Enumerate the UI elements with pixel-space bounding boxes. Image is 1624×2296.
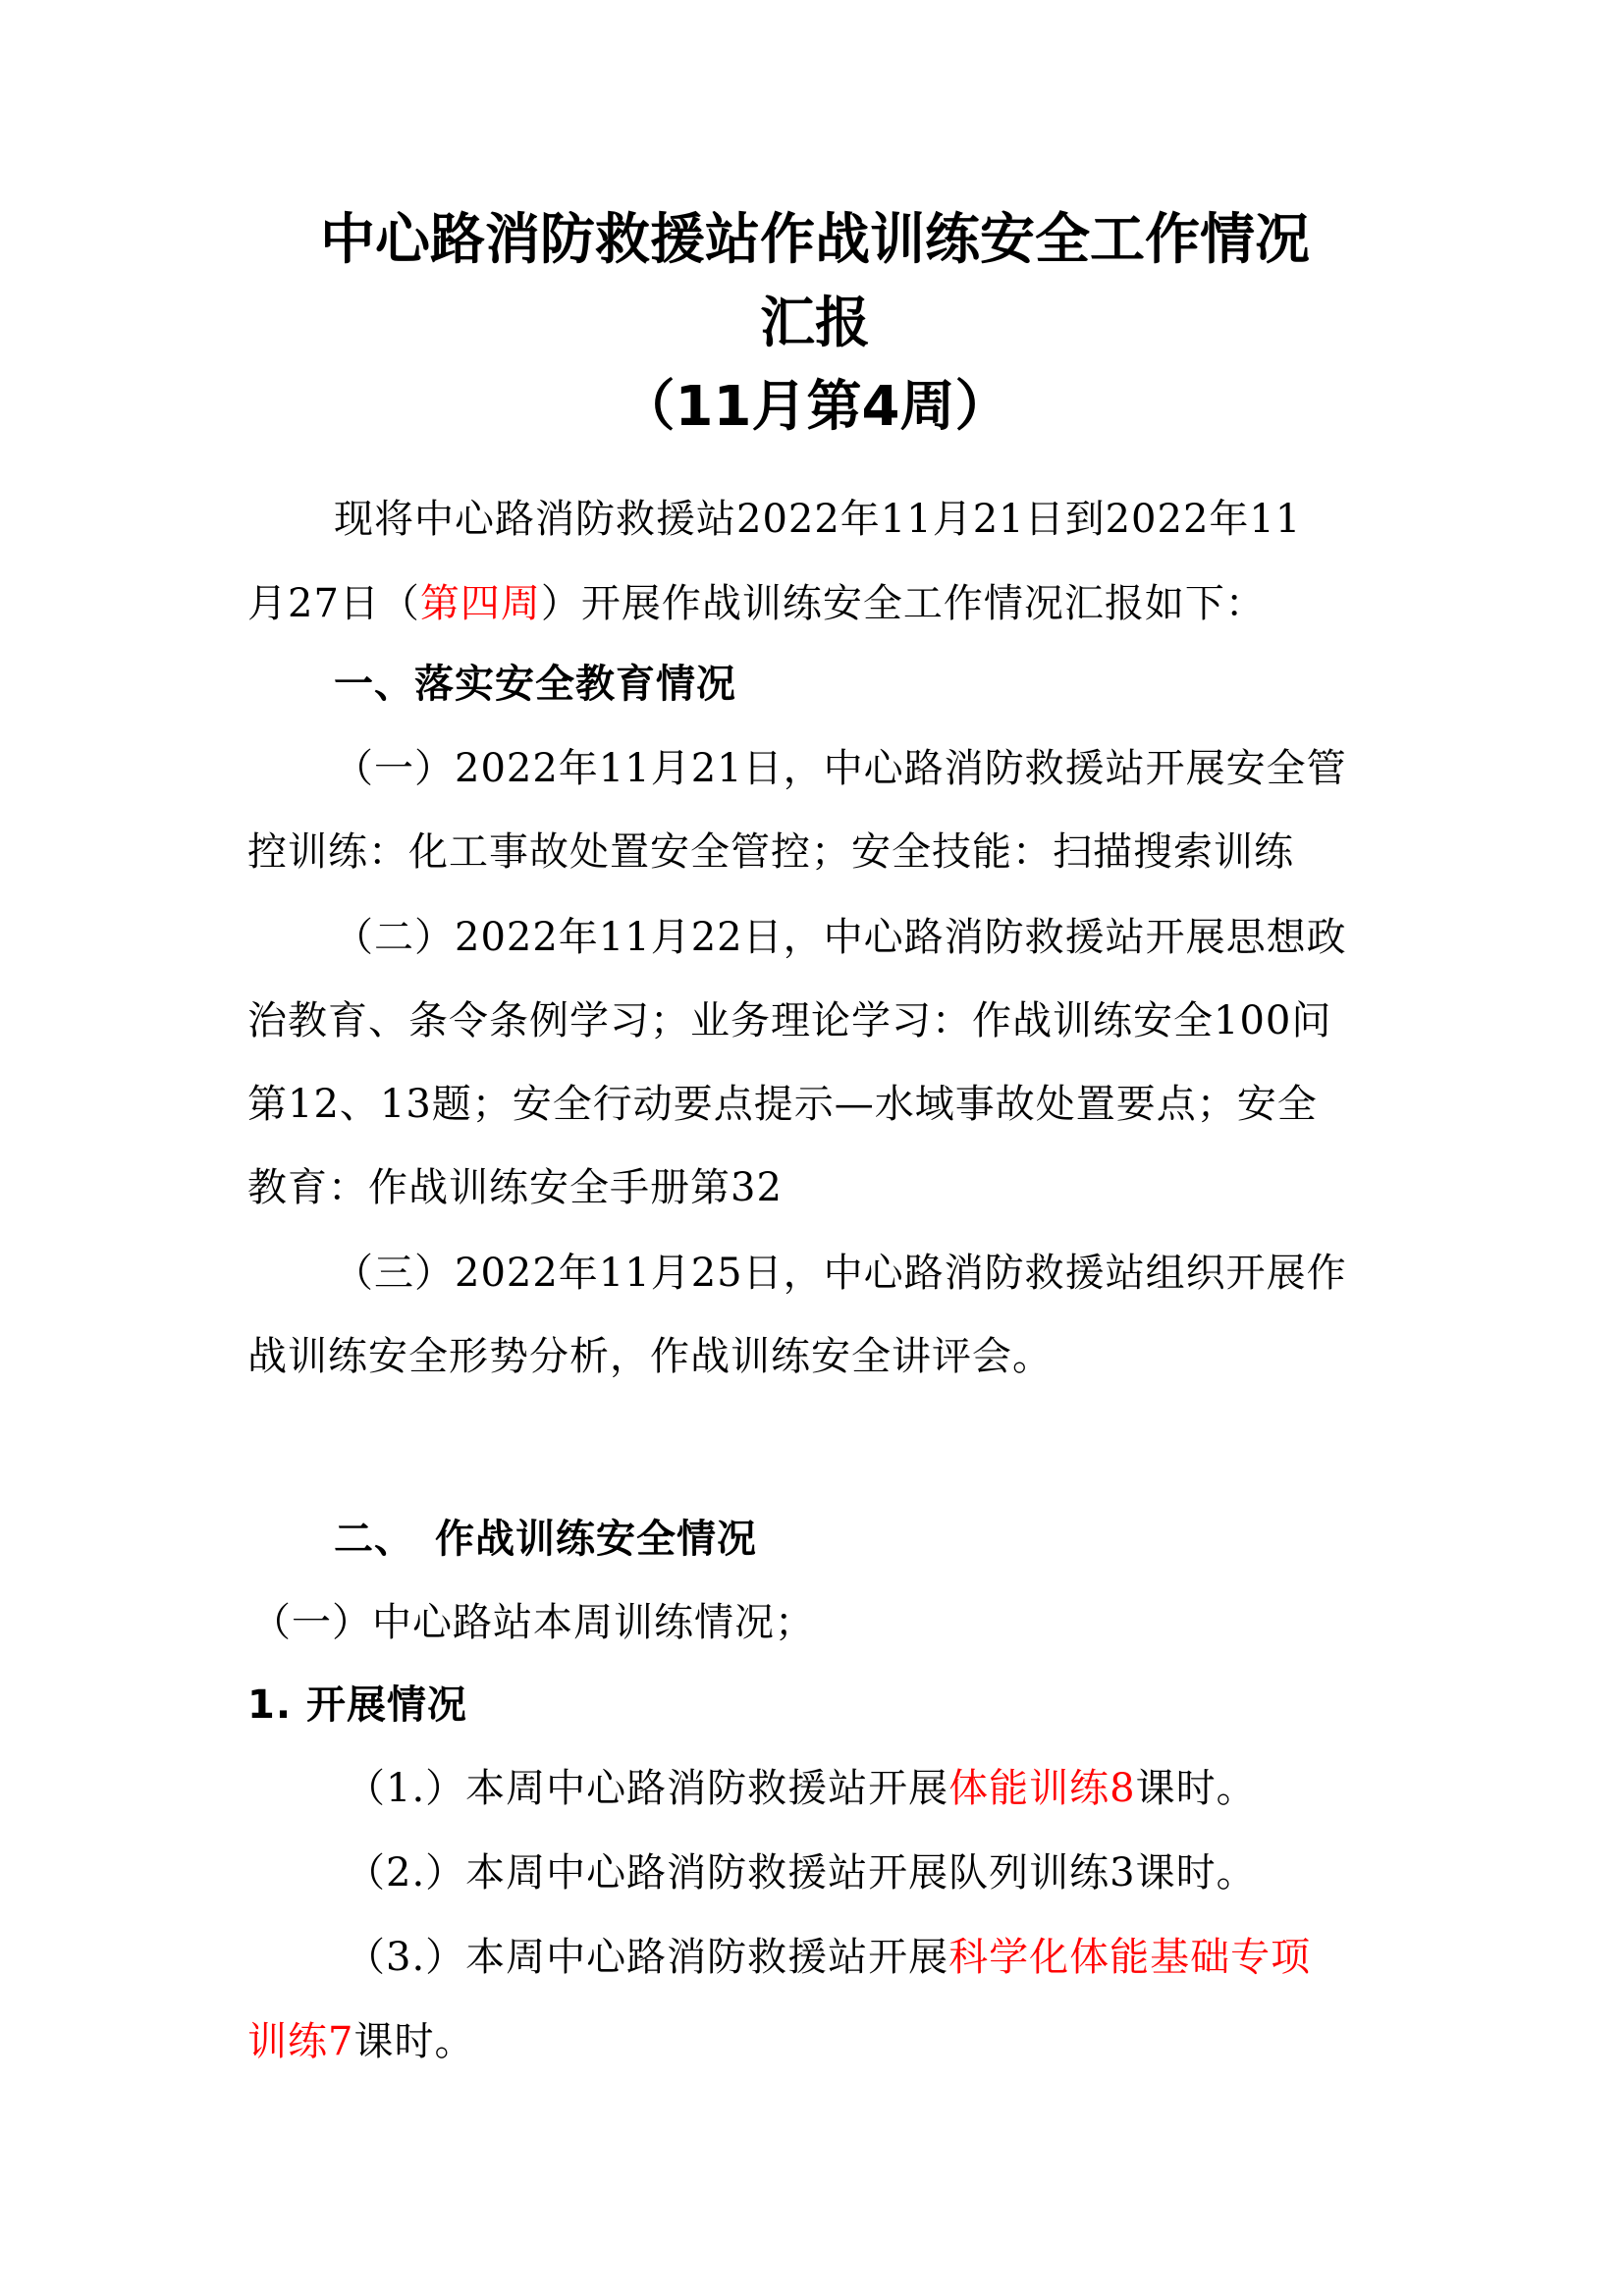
- section1-item2-line1: （二）2022年11月22日，中心路消防救援站开展思想政: [334, 915, 1347, 960]
- section1-item2-line4: 教育：作战训练安全手册第32: [247, 1165, 783, 1210]
- training-item-3-line2: [247, 2017, 474, 2066]
- section1-item3-line2: 战训练安全形势分析，作战训练安全讲评会。: [247, 1334, 1053, 1379]
- intro-line1: 现将中心路消防救援站2022年11月21日到2022年11: [334, 497, 1302, 542]
- training-text: 课时。: [353, 2019, 475, 2064]
- section1-item1-line2: 控训练：化工事故处置安全管控；安全技能：扫描搜索训练: [247, 829, 1294, 875]
- section1-item3-line1: （三）2022年11月25日，中心路消防救援站组织开展作: [334, 1251, 1347, 1296]
- section2-sub1-1: 1. 开展情况: [247, 1682, 467, 1728]
- training-highlight: 科学化体能基础专项: [948, 1935, 1312, 1980]
- training-item-2: [346, 1848, 1257, 1897]
- intro-text: ）开展作战训练安全工作情况汇报如下：: [540, 581, 1266, 626]
- document-title-line3: （11月第4周）: [620, 375, 1010, 439]
- section1-item2-line3: 第12、13题；安全行动要点提示—水域事故处置要点；安全: [247, 1082, 1318, 1127]
- intro-line2: [247, 579, 1266, 628]
- week-highlight: 第四周: [419, 581, 541, 626]
- section1-heading: 一、落实安全教育情况: [334, 662, 736, 707]
- training-item-3: [346, 1933, 1311, 1982]
- training-text: 课时。: [1135, 1766, 1257, 1811]
- training-highlight: 体能训练8: [948, 1766, 1136, 1811]
- training-highlight: 训练7: [247, 2019, 354, 2064]
- section2-heading: 二、 作战训练安全情况: [334, 1517, 757, 1562]
- section2-sub1: （一）中心路站本周训练情况；: [251, 1600, 815, 1645]
- intro-text: 月27日（: [247, 581, 420, 626]
- document-title-line1: 中心路消防救援站作战训练安全工作情况: [320, 208, 1310, 272]
- document-title-line2: 汇报: [760, 292, 870, 355]
- training-text: （1.）本周中心路消防救援站开展: [346, 1766, 949, 1811]
- training-text: （3.）本周中心路消防救援站开展: [346, 1935, 949, 1980]
- section1-item1-line1: （一）2022年11月21日，中心路消防救援站开展安全管: [334, 746, 1347, 791]
- training-text: （2.）本周中心路消防救援站开展队列训练3课时。: [346, 1850, 1257, 1896]
- section1-item2-line2: 治教育、条令条例学习；业务理论学习：作战训练安全100问: [247, 998, 1332, 1043]
- training-item-1: [346, 1764, 1257, 1813]
